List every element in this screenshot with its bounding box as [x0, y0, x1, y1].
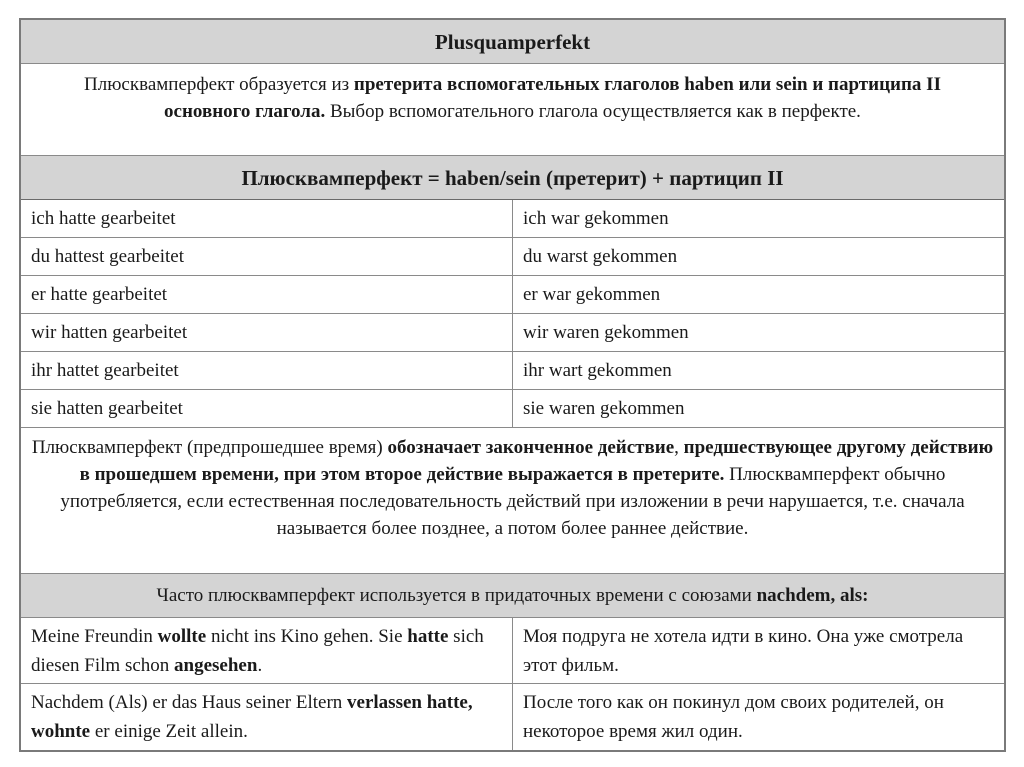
example-text: sich diesen Film schon: [31, 626, 484, 676]
haben-form: sie hatten gearbeitet: [31, 398, 183, 419]
usage-bold-text: предшествующее другому действию в прошедшем времени, при этом второе действие выражается в претерите.: [79, 437, 994, 485]
conjunction-note: [21, 574, 1004, 618]
example-row: [21, 684, 1004, 750]
example-text: .: [257, 655, 263, 676]
intro-text-end: Выбор вспомогательного глагола осуществляется как в перфекте.: [325, 101, 861, 122]
german-example: [21, 618, 512, 683]
example-text: Nachdem (Als) er das Haus seiner Eltern: [31, 692, 348, 713]
example-row: [21, 618, 1004, 684]
sein-form: ihr wart gekommen: [512, 352, 1004, 389]
conjugation-row: [21, 238, 1004, 276]
russian-translation: Моя подруга не хотела идти в кино. Она уже смотрела этот фильм.: [512, 618, 1004, 683]
example-text: nicht ins Kino gehen. Sie: [206, 626, 408, 647]
haben-form: er hatte gearbeitet: [31, 284, 168, 305]
grammar-table: [19, 18, 1006, 752]
usage-text: Плюсквамперфект обычно употребляется, если естественная последовательность действий при изложении в речи нарушается, т.е. сначала называется более позднее, а потом более раннее действие.: [60, 464, 965, 539]
sein-form: du warst gekommen: [512, 238, 1004, 275]
haben-form: wir hatten gearbeitet: [31, 322, 188, 343]
usage-paragraph: [21, 428, 1004, 574]
usage-text: ,: [674, 437, 684, 458]
intro-text: Плюсквамперфект образуется из: [84, 74, 354, 95]
example-text: er einige Zeit allein.: [90, 721, 248, 742]
haben-form: ihr hattet gearbeitet: [31, 360, 179, 381]
haben-form: du hattest gearbeitet: [31, 246, 184, 267]
note-text: Часто плюсквамперфект используется в придаточных времени с союзами: [156, 585, 757, 606]
intro-bold-text: претерита вспомогательных глаголов haben или sein и партиципа II основного глагола.: [164, 74, 941, 122]
example-text: Meine Freundin: [31, 626, 158, 647]
conjugation-row: [21, 200, 1004, 238]
conjugation-row: [21, 276, 1004, 314]
note-bold-text: nachdem, als:: [756, 585, 869, 606]
sein-form: ich war gekommen: [512, 200, 1004, 237]
example-bold-text: angesehen: [174, 655, 258, 676]
sein-form: sie waren gekommen: [512, 390, 1004, 427]
usage-bold-text: обозначает законченное действие: [387, 437, 675, 458]
example-bold-text: wollte: [157, 626, 207, 647]
sein-form: wir waren gekommen: [512, 314, 1004, 351]
usage-text: Плюсквамперфект (предпрошедшее время): [31, 437, 388, 458]
german-example: [21, 684, 512, 750]
sein-form: er war gekommen: [512, 276, 1004, 313]
example-bold-text: verlassen hatte, wohnte: [31, 692, 473, 742]
example-bold-text: hatte: [407, 626, 449, 647]
russian-translation: После того как он покинул дом своих родителей, он некоторое время жил один.: [512, 684, 1004, 750]
intro-paragraph: [21, 64, 1004, 156]
formula-row: Плюсквамперфект = haben/sein (претерит) + партицип II: [21, 156, 1004, 200]
conjugation-row: [21, 314, 1004, 352]
conjugation-row: [21, 352, 1004, 390]
haben-form: ich hatte gearbeitet: [31, 208, 176, 229]
conjugation-row: [21, 390, 1004, 428]
table-title: Plusquamperfekt: [21, 20, 1004, 64]
